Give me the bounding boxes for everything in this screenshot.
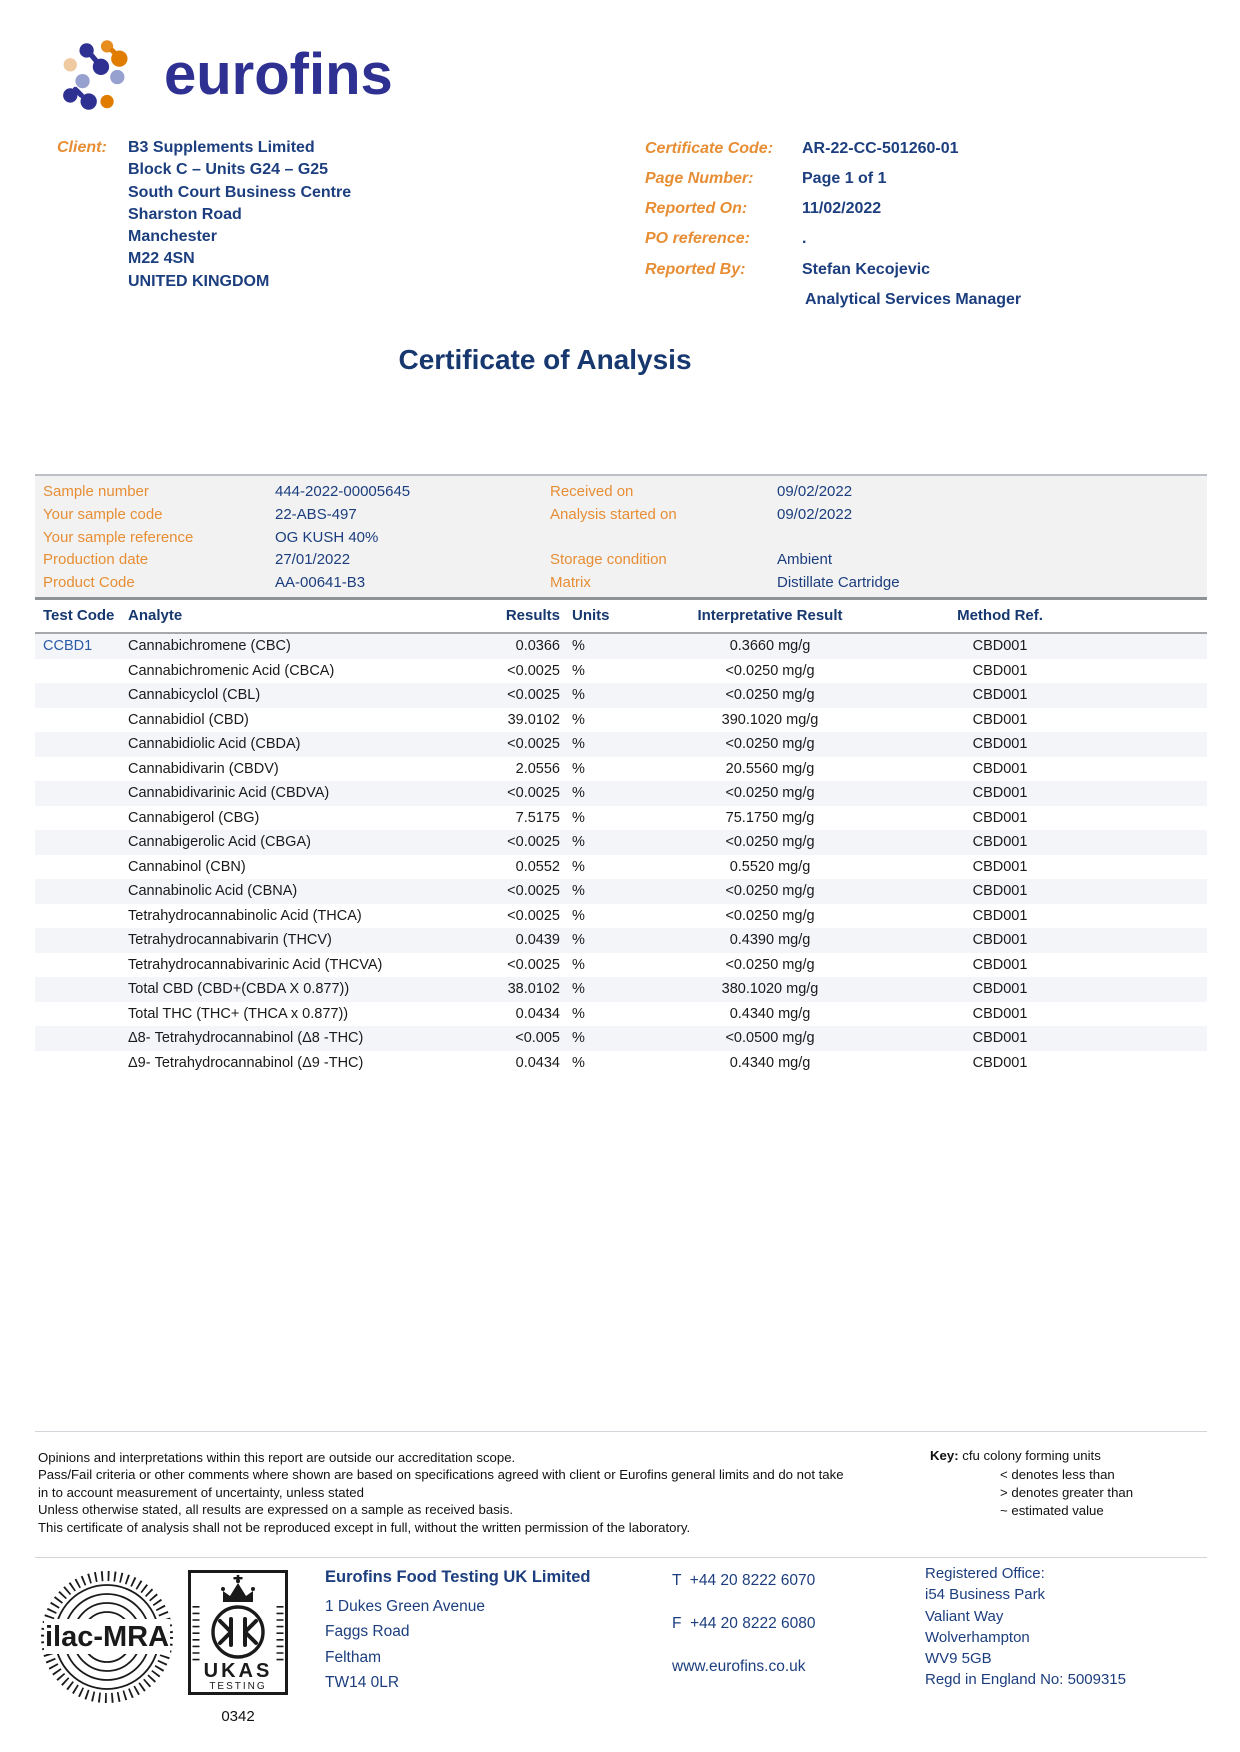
cell-result: 2.0556 xyxy=(515,760,560,777)
cell-analyte: Cannabicyclol (CBL) xyxy=(128,687,261,703)
cell-method-ref: CBD001 xyxy=(972,1030,1028,1046)
sample-info-label: Sample number xyxy=(43,483,149,500)
results-table xyxy=(35,600,1207,1075)
header-analyte: Analyte xyxy=(128,607,183,624)
client-address-line: M22 4SN xyxy=(128,250,195,268)
footer-company-name: Eurofins Food Testing UK Limited xyxy=(325,1568,591,1586)
cell-analyte: Total THC (THC+ (THCA x 0.877)) xyxy=(128,1005,349,1022)
cell-result: <0.0025 xyxy=(507,736,560,752)
cell-analyte: Cannabidivarin (CBDV) xyxy=(128,760,279,777)
sample-info-row xyxy=(35,504,1207,527)
key-item: > denotes greater than xyxy=(1000,1485,1134,1500)
cell-method-ref: CBD001 xyxy=(972,662,1028,679)
cell-result: <0.0025 xyxy=(507,883,560,899)
cell-result: <0.0025 xyxy=(507,956,560,973)
cell-method-ref: CBD001 xyxy=(972,1005,1028,1022)
storage-condition: Ambient xyxy=(777,551,833,569)
cell-analyte: Δ8- Tetrahydrocannabinol (Δ8 -THC) xyxy=(128,1030,364,1046)
page-title: Certificate of Analysis xyxy=(398,344,692,375)
key-items xyxy=(1000,1466,1220,1520)
ukas-logo xyxy=(188,1570,288,1695)
key-item: ~ estimated value xyxy=(1000,1503,1104,1518)
cell-result: 0.0552 xyxy=(515,858,560,875)
cell-unit: % xyxy=(572,956,585,973)
cell-unit: % xyxy=(572,785,585,801)
cell-interpretative-result: <0.0250 mg/g xyxy=(725,785,815,801)
cell-unit: % xyxy=(572,711,585,728)
page-number: Page 1 of 1 xyxy=(802,170,887,187)
header-units: Units xyxy=(572,607,610,624)
footer-divider xyxy=(35,1557,1207,1558)
table-row xyxy=(35,830,1207,855)
cell-method-ref: CBD001 xyxy=(972,858,1028,875)
sample-code: 22-ABS-497 xyxy=(275,505,357,523)
client-address-line: South Court Business Centre xyxy=(128,183,352,201)
header-test-code: Test Code xyxy=(43,607,115,624)
footer-registered-office xyxy=(925,1563,1126,1691)
table-row xyxy=(35,1026,1207,1051)
cell-unit: % xyxy=(572,883,585,899)
table-row xyxy=(35,732,1207,757)
cell-interpretative-result: 20.5560 mg/g xyxy=(725,760,815,777)
cell-analyte: Total CBD (CBD+(CBDA X 0.877)) xyxy=(128,981,350,997)
cell-method-ref: CBD001 xyxy=(972,760,1028,777)
table-row xyxy=(35,659,1207,684)
eurofins-wordmark: eurofins xyxy=(164,42,393,107)
ukas-label: UKAS xyxy=(203,1660,273,1682)
sample-info-label: Production date xyxy=(43,551,149,569)
header-results: Results xyxy=(505,607,560,624)
eurofins-dots-icon xyxy=(58,36,150,116)
table-row xyxy=(35,855,1207,880)
cell-interpretative-result: 0.4340 mg/g xyxy=(729,1054,811,1071)
certificate-code: AR-22-CC-501260-01 xyxy=(802,140,959,157)
reported-by-title: Analytical Services Manager xyxy=(805,291,1022,308)
matrix-value: Distillate Cartridge xyxy=(777,574,900,592)
footer-address-lines xyxy=(325,1594,591,1695)
sample-info-row xyxy=(35,481,1207,504)
cell-analyte: Cannabichromene (CBC) xyxy=(128,638,291,654)
footer-address-line: Feltham xyxy=(325,1648,381,1666)
key-block xyxy=(930,1448,1134,1518)
meta-row xyxy=(645,261,930,279)
table-row xyxy=(35,634,1207,659)
footer-contact-block xyxy=(672,1572,816,1675)
meta-label: Reported On: xyxy=(645,200,748,217)
cell-interpretative-result: 0.5520 mg/g xyxy=(729,858,811,875)
registered-office-line: WV9 5GB xyxy=(925,1650,992,1668)
cell-analyte: Cannabidiolic Acid (CBDA) xyxy=(128,736,301,752)
key-intro-line xyxy=(930,1448,1101,1463)
cell-result: 7.5175 xyxy=(515,809,560,826)
table-row xyxy=(35,757,1207,782)
client-address xyxy=(128,137,351,293)
footer-address-block xyxy=(325,1568,591,1695)
footer-website[interactable]: www.eurofins.co.uk xyxy=(672,1658,806,1675)
cell-analyte: Cannabidivarinic Acid (CBDVA) xyxy=(128,785,330,801)
sample-info-label: Your sample reference xyxy=(43,528,194,546)
sample-info-row xyxy=(35,572,1207,595)
cell-unit: % xyxy=(572,1054,585,1071)
cell-interpretative-result: <0.0250 mg/g xyxy=(725,662,815,679)
table-row xyxy=(35,1002,1207,1027)
meta-row xyxy=(645,170,886,188)
footer-address-line: 1 Dukes Green Avenue xyxy=(325,1598,485,1615)
po-reference: . xyxy=(802,230,807,247)
meta-row xyxy=(645,200,881,218)
cell-result: <0.0025 xyxy=(507,907,560,924)
cell-method-ref: CBD001 xyxy=(972,1054,1028,1071)
cell-unit: % xyxy=(572,1005,585,1022)
cell-method-ref: CBD001 xyxy=(972,638,1028,654)
product-code: AA-00641-B3 xyxy=(275,574,366,592)
table-row xyxy=(35,879,1207,904)
cell-unit: % xyxy=(572,638,585,654)
footer-address-line: TW14 0LR xyxy=(325,1673,400,1691)
cell-result: <0.0025 xyxy=(507,662,560,679)
cell-result: 0.0366 xyxy=(515,638,560,654)
cell-interpretative-result: <0.0250 mg/g xyxy=(725,956,815,973)
disclaimer-divider xyxy=(35,1431,1207,1432)
cell-interpretative-result: 0.4390 mg/g xyxy=(729,932,811,948)
ilac-mra-label: ilac-MRA xyxy=(44,1621,170,1653)
key-item: < denotes less than xyxy=(1000,1467,1115,1482)
cell-method-ref: CBD001 xyxy=(972,932,1028,948)
cell-interpretative-result: <0.0250 mg/g xyxy=(725,687,815,703)
cell-analyte: Δ9- Tetrahydrocannabinol (Δ9 -THC) xyxy=(128,1054,364,1071)
cell-method-ref: CBD001 xyxy=(972,687,1028,703)
table-row xyxy=(35,708,1207,733)
footer-address-line: Faggs Road xyxy=(325,1623,410,1641)
disclaimer-line: Pass/Fail criteria or other comments where shown are based on specifications agreed with client or Eurofins general limits and do not take in to account measurement of uncertainty, unless stated xyxy=(38,1467,844,1500)
table-row xyxy=(35,977,1207,1002)
table-row xyxy=(35,904,1207,929)
cell-interpretative-result: <0.0500 mg/g xyxy=(725,1030,815,1046)
client-address-line: Sharston Road xyxy=(128,205,242,223)
sample-info-label: Received on xyxy=(550,483,634,500)
sample-number: 444-2022-00005645 xyxy=(275,483,411,500)
disclaimer-line: Unless otherwise stated, all results are expressed on a sample as received basis. xyxy=(38,1502,513,1518)
client-address-line: UNITED KINGDOM xyxy=(128,272,270,290)
analysis-started-date: 09/02/2022 xyxy=(777,505,853,523)
cell-result: 38.0102 xyxy=(507,981,560,997)
cell-result: <0.0025 xyxy=(507,687,560,703)
client-address-line: Manchester xyxy=(128,228,217,246)
client-address-line: Block C – Units G24 – G25 xyxy=(128,161,329,179)
sample-info-label: Matrix xyxy=(550,574,591,592)
sample-info-row xyxy=(35,549,1207,572)
sample-info-label: Storage condition xyxy=(550,551,667,569)
cell-analyte: Cannabinol (CBN) xyxy=(128,858,246,875)
cell-unit: % xyxy=(572,834,585,850)
cell-unit: % xyxy=(572,981,585,997)
footer-phone: T +44 20 8222 6070 xyxy=(672,1572,816,1589)
cell-unit: % xyxy=(572,662,585,679)
meta-label: Certificate Code: xyxy=(645,140,774,157)
cell-method-ref: CBD001 xyxy=(972,956,1028,973)
cell-method-ref: CBD001 xyxy=(972,883,1028,899)
client-label: Client: xyxy=(57,139,107,156)
cell-unit: % xyxy=(572,907,585,924)
eurofins-logo xyxy=(58,36,393,116)
header-interpretative-result: Interpretative Result xyxy=(697,607,843,624)
sample-info-row xyxy=(35,527,1207,550)
received-on-date: 09/02/2022 xyxy=(777,483,853,500)
cell-unit: % xyxy=(572,858,585,875)
crown-icon xyxy=(223,1583,253,1602)
client-address-line: B3 Supplements Limited xyxy=(128,139,315,156)
cell-interpretative-result: 0.3660 mg/g xyxy=(729,638,811,654)
cell-analyte: Tetrahydrocannabivarinic Acid (THCVA) xyxy=(128,956,383,973)
cell-method-ref: CBD001 xyxy=(972,834,1028,850)
meta-label: Page Number: xyxy=(645,170,754,187)
cell-result: <0.005 xyxy=(515,1030,560,1046)
cell-unit: % xyxy=(572,932,585,948)
registered-office-line: Regd in England No: 5009315 xyxy=(925,1671,1126,1689)
cell-interpretative-result: <0.0250 mg/g xyxy=(725,736,815,752)
cell-result: <0.0025 xyxy=(507,785,560,801)
meta-row xyxy=(645,140,959,158)
table-row xyxy=(35,1051,1207,1076)
cell-unit: % xyxy=(572,760,585,777)
ilac-mra-logo xyxy=(36,1566,178,1708)
table-row xyxy=(35,928,1207,953)
cell-method-ref: CBD001 xyxy=(972,907,1028,924)
cell-interpretative-result: <0.0250 mg/g xyxy=(725,907,815,924)
cell-method-ref: CBD001 xyxy=(972,809,1028,826)
cell-result: 0.0439 xyxy=(515,932,560,948)
registered-office-line: Wolverhampton xyxy=(925,1628,1030,1646)
registered-office-line: Registered Office: xyxy=(925,1565,1045,1582)
cell-analyte: Tetrahydrocannabivarin (THCV) xyxy=(128,932,332,948)
table-row xyxy=(35,781,1207,806)
ukas-testing-label: TESTING xyxy=(209,1681,267,1692)
cell-result: <0.0025 xyxy=(507,834,560,850)
cell-analyte: Tetrahydrocannabinolic Acid (THCA) xyxy=(128,907,362,924)
cell-interpretative-result: 380.1020 mg/g xyxy=(721,981,819,997)
cell-test-code: CCBD1 xyxy=(43,638,93,654)
meta-label: Reported By: xyxy=(645,261,746,278)
cell-interpretative-result: <0.0250 mg/g xyxy=(725,883,815,899)
cell-analyte: Cannabigerol (CBG) xyxy=(128,809,260,826)
cell-method-ref: CBD001 xyxy=(972,981,1028,997)
cell-unit: % xyxy=(572,1030,585,1046)
sample-info-label: Product Code xyxy=(43,574,135,592)
cell-interpretative-result: 0.4340 mg/g xyxy=(729,1005,811,1022)
cell-method-ref: CBD001 xyxy=(972,711,1028,728)
cell-result: 0.0434 xyxy=(515,1054,560,1071)
reported-on-date: 11/02/2022 xyxy=(802,200,882,217)
sample-info-label: Analysis started on xyxy=(550,505,677,523)
meta-row xyxy=(645,230,806,248)
registered-office-line: Valiant Way xyxy=(925,1607,1004,1625)
cell-analyte: Cannabinolic Acid (CBNA) xyxy=(128,883,298,899)
disclaimer-line: This certificate of analysis shall not be reproduced except in full, without the written permission of the laboratory. xyxy=(38,1519,691,1535)
meta-label: PO reference: xyxy=(645,230,750,247)
results-table-header xyxy=(35,600,1207,634)
cell-method-ref: CBD001 xyxy=(972,736,1028,752)
footer-fax: F +44 20 8222 6080 xyxy=(672,1615,816,1632)
sample-info-label: Your sample code xyxy=(43,505,163,523)
table-row xyxy=(35,683,1207,708)
cell-unit: % xyxy=(572,809,585,826)
cell-analyte: Cannabidiol (CBD) xyxy=(128,711,249,728)
cell-result: 0.0434 xyxy=(515,1005,560,1022)
sample-reference: OG KUSH 40% xyxy=(275,528,379,546)
sample-info-block xyxy=(35,474,1207,600)
cell-interpretative-result: 390.1020 mg/g xyxy=(721,711,819,728)
cell-unit: % xyxy=(572,687,585,703)
cell-analyte: Cannabichromenic Acid (CBCA) xyxy=(128,662,335,679)
key-label: Key: xyxy=(930,1448,959,1463)
disclaimer-line: Opinions and interpretations within this report are outside our accreditation scope. xyxy=(38,1450,516,1465)
cell-result: 39.0102 xyxy=(507,711,560,728)
ukas-accreditation-number: 0342 xyxy=(221,1708,255,1725)
table-row xyxy=(35,806,1207,831)
cell-interpretative-result: <0.0250 mg/g xyxy=(725,834,815,850)
header-method-ref: Method Ref. xyxy=(957,607,1043,624)
cell-analyte: Cannabigerolic Acid (CBGA) xyxy=(128,834,311,850)
production-date: 27/01/2022 xyxy=(275,551,351,569)
cell-interpretative-result: 75.1750 mg/g xyxy=(725,809,815,826)
table-row xyxy=(35,953,1207,978)
registered-office-line: i54 Business Park xyxy=(925,1586,1046,1604)
reported-by-name: Stefan Kecojevic xyxy=(802,261,931,278)
cell-method-ref: CBD001 xyxy=(972,785,1028,801)
disclaimer-block xyxy=(38,1449,850,1536)
cell-unit: % xyxy=(572,736,585,752)
key-intro: cfu colony forming units xyxy=(958,1448,1101,1463)
